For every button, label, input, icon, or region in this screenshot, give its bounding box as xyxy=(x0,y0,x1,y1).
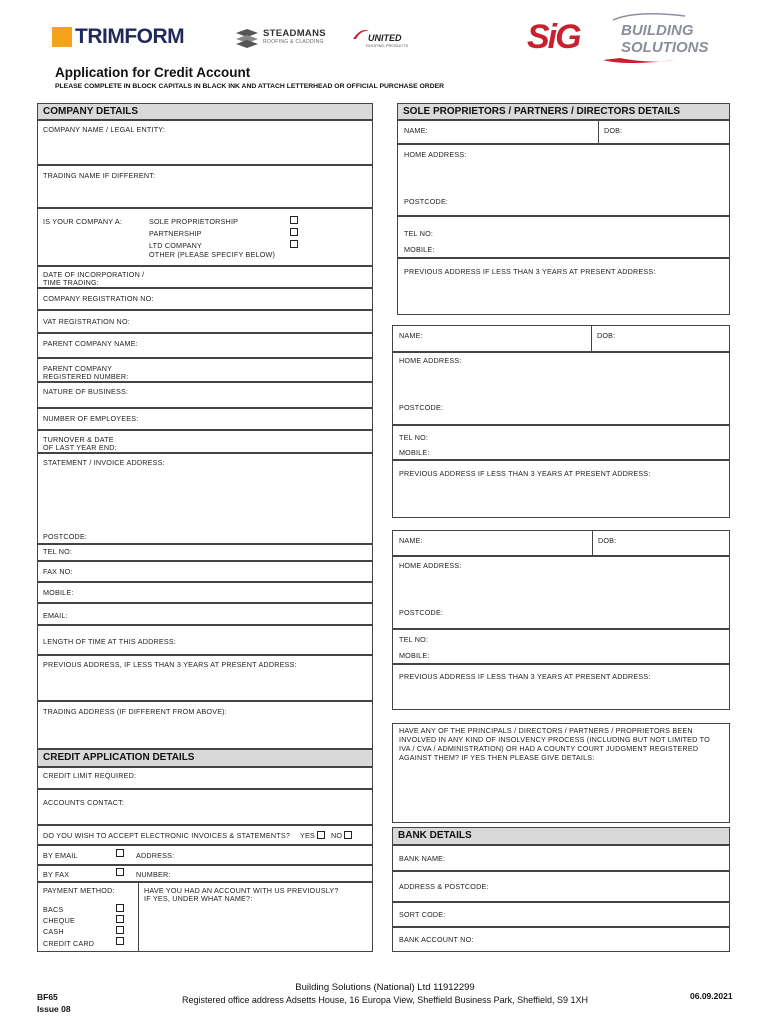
cheque-checkbox[interactable] xyxy=(116,915,124,923)
bank-address-field[interactable] xyxy=(392,871,730,902)
director-3-prev-address-field[interactable] xyxy=(392,664,730,710)
steadmans-logo-text: STEADMANS xyxy=(263,28,326,39)
bank-address-label: ADDRESS & POSTCODE: xyxy=(399,882,489,891)
email-address-label: ADDRESS: xyxy=(136,851,175,860)
insolvency-label-line2: INVOLVED IN ANY KIND OF INSOLVENCY PROCESS (INCLUDING BUT NOT LIMITED TO xyxy=(399,735,710,744)
nature-of-business-field[interactable] xyxy=(37,382,373,408)
insolvency-label-line3: IVA / CVA / ADMINISTRATION) OR HAD A COUNTY COURT JUDGMENT REGISTERED xyxy=(399,744,699,753)
statement-address-field[interactable] xyxy=(37,453,373,544)
director-2-dob-label[interactable]: DOB: xyxy=(597,331,616,340)
director-1-name-divider xyxy=(598,121,599,143)
director-2-name-label[interactable]: NAME: xyxy=(399,331,423,340)
company-reg-no-label: COMPANY REGISTRATION NO: xyxy=(43,294,154,303)
footer-company-line: Building Solutions (National) Ltd 11912299 xyxy=(295,982,475,993)
payment-method-label: PAYMENT METHOD: xyxy=(43,886,115,895)
vat-reg-no-label: VAT REGISTRATION NO: xyxy=(43,317,130,326)
insolvency-details-field[interactable] xyxy=(392,723,730,823)
company-tel-field[interactable] xyxy=(37,544,373,561)
company-prev-address-field[interactable] xyxy=(37,655,373,701)
form-title: Application for Credit Account xyxy=(55,65,251,80)
turnover-field[interactable] xyxy=(37,430,373,453)
company-name-label: COMPANY NAME / LEGAL ENTITY: xyxy=(43,125,166,134)
form-code: BF65 xyxy=(37,992,58,1002)
electronic-no-label: NO xyxy=(331,831,343,840)
director-2-prev-address-field[interactable] xyxy=(392,460,730,518)
director-1-prev-label: PREVIOUS ADDRESS IF LESS THAN 3 YEARS AT PRESENT ADDRESS: xyxy=(404,267,656,276)
payment-method-section xyxy=(37,882,373,952)
director-2-home-label: HOME ADDRESS: xyxy=(399,356,462,365)
parent-company-name-field[interactable] xyxy=(37,333,373,358)
cheque-label: CHEQUE xyxy=(43,916,75,925)
credit-limit-label: CREDIT LIMIT REQUIRED: xyxy=(43,771,137,780)
by-email-row xyxy=(37,845,373,865)
bacs-checkbox[interactable] xyxy=(116,904,124,912)
company-prev-address-label: PREVIOUS ADDRESS, IF LESS THAN 3 YEARS AT PRESENT ADDRESS: xyxy=(43,660,297,669)
united-logo xyxy=(352,27,414,49)
trimform-logo xyxy=(52,26,184,48)
ltd-company-label: LTD COMPANY xyxy=(149,241,203,250)
parent-reg-no-field[interactable] xyxy=(37,358,373,382)
statement-address-label: STATEMENT / INVOICE ADDRESS: xyxy=(43,458,165,467)
electronic-invoices-label: DO YOU WISH TO ACCEPT ELECTRONIC INVOICES & STATEMENTS? xyxy=(43,831,291,840)
director-1-contact-field[interactable] xyxy=(397,216,730,258)
sort-code-label: SORT CODE: xyxy=(399,910,446,919)
director-1-name-label[interactable]: NAME: xyxy=(404,126,428,135)
director-1-name-row xyxy=(397,120,730,144)
director-3-dob-label[interactable]: DOB: xyxy=(598,536,617,545)
director-1-prev-address-field[interactable] xyxy=(397,258,730,315)
by-fax-label: BY FAX xyxy=(43,870,70,879)
director-1-tel-label: TEL NO: xyxy=(404,229,434,238)
footer-date: 06.09.2021 xyxy=(690,991,733,1001)
previous-account-label-line1: HAVE YOU HAD AN ACCOUNT WITH US PREVIOUSLY? xyxy=(144,886,339,895)
director-2-mobile-label: MOBILE: xyxy=(399,448,430,457)
cash-label: CASH xyxy=(43,927,64,936)
employees-field[interactable] xyxy=(37,408,373,430)
bacs-label: BACS xyxy=(43,905,64,914)
company-type-label: IS YOUR COMPANY A: xyxy=(43,217,123,226)
company-tel-label: TEL NO: xyxy=(43,547,73,556)
director-2-name-divider xyxy=(591,326,592,351)
company-reg-no-field[interactable] xyxy=(37,288,373,310)
company-type-section xyxy=(37,208,373,266)
partnership-checkbox[interactable] xyxy=(290,228,298,236)
by-fax-checkbox[interactable] xyxy=(116,868,124,876)
bank-account-field[interactable] xyxy=(392,927,730,952)
company-mobile-field[interactable] xyxy=(37,582,373,603)
credit-limit-field[interactable] xyxy=(37,767,373,789)
turnover-label-line1: TURNOVER & DATE xyxy=(43,435,114,444)
sig-logo-text: SiG xyxy=(527,18,580,56)
previous-account-label-line2: IF YES, UNDER WHAT NAME?: xyxy=(144,894,253,903)
length-at-address-field[interactable] xyxy=(37,625,373,655)
bank-account-label: BANK ACCOUNT NO: xyxy=(399,935,474,944)
sig-building-solutions-logo xyxy=(525,12,725,66)
parent-reg-label-line2: REGISTERED NUMBER: xyxy=(43,372,129,381)
nature-of-business-label: NATURE OF BUSINESS: xyxy=(43,387,129,396)
insolvency-label-line4: AGAINST THEM? IF YES THEN PLEASE GIVE DETAILS: xyxy=(399,753,595,762)
by-fax-row xyxy=(37,865,373,882)
turnover-label-line2: OF LAST YEAR END: xyxy=(43,443,117,452)
director-1-home-label: HOME ADDRESS: xyxy=(404,150,467,159)
director-3-prev-label: PREVIOUS ADDRESS IF LESS THAN 3 YEARS AT PRESENT ADDRESS: xyxy=(399,672,651,681)
incorporation-label-line1: DATE OF INCORPORATION / xyxy=(43,270,145,279)
director-3-postcode-label: POSTCODE: xyxy=(399,608,444,617)
sort-code-field[interactable] xyxy=(392,902,730,927)
cash-checkbox[interactable] xyxy=(116,926,124,934)
director-3-name-label[interactable]: NAME: xyxy=(399,536,423,545)
company-fax-label: FAX NO: xyxy=(43,567,73,576)
form-issue: Issue 08 xyxy=(37,1004,71,1014)
length-at-address-label: LENGTH OF TIME AT THIS ADDRESS: xyxy=(43,637,177,646)
director-1-dob-label[interactable]: DOB: xyxy=(604,126,623,135)
insolvency-label-line1: HAVE ANY OF THE PRINCIPALS / DIRECTORS / PARTNERS / PROPRIETORS BEEN xyxy=(399,726,693,735)
company-fax-field[interactable] xyxy=(37,561,373,582)
director-2-contact-field[interactable] xyxy=(392,425,730,460)
fax-number-label: NUMBER: xyxy=(136,870,171,879)
director-1-home-address-field[interactable] xyxy=(397,144,730,216)
director-2-tel-label: TEL NO: xyxy=(399,433,429,442)
electronic-invoices-row xyxy=(37,825,373,845)
director-3-mobile-label: MOBILE: xyxy=(399,651,430,660)
parent-company-name-label: PARENT COMPANY NAME: xyxy=(43,339,138,348)
accounts-contact-field[interactable] xyxy=(37,789,373,825)
director-1-postcode-label: POSTCODE: xyxy=(404,197,449,206)
trading-name-field[interactable] xyxy=(37,165,373,208)
sig-solutions-text: SOLUTIONS xyxy=(621,39,709,56)
director-2-prev-label: PREVIOUS ADDRESS IF LESS THAN 3 YEARS AT PRESENT ADDRESS: xyxy=(399,469,651,478)
accounts-contact-label: ACCOUNTS CONTACT: xyxy=(43,798,125,807)
steadmans-logo-subtext: ROOFING & CLADDING xyxy=(263,39,324,45)
parent-reg-label-line1: PARENT COMPANY xyxy=(43,364,113,373)
statement-postcode-label: POSTCODE: xyxy=(43,532,88,541)
bank-name-label: BANK NAME: xyxy=(399,854,446,863)
directors-header: SOLE PROPRIETORS / PARTNERS / DIRECTORS DETAILS xyxy=(397,103,730,120)
director-2-home-address-field[interactable] xyxy=(392,352,730,425)
trading-address-field[interactable] xyxy=(37,701,373,749)
company-email-label: EMAIL: xyxy=(43,611,68,620)
sig-building-text: BUILDING xyxy=(621,22,694,39)
electronic-yes-label: YES xyxy=(300,831,315,840)
director-1-mobile-label: MOBILE: xyxy=(404,245,435,254)
credit-card-checkbox[interactable] xyxy=(116,937,124,945)
credit-card-label: CREDIT CARD xyxy=(43,939,95,948)
united-logo-subtext: ROOFING PRODUCTS xyxy=(366,43,409,48)
credit-details-header: CREDIT APPLICATION DETAILS xyxy=(37,749,373,767)
company-name-field[interactable] xyxy=(37,120,373,165)
united-logo-text: UNITED xyxy=(368,33,402,43)
director-3-name-row xyxy=(392,530,730,556)
payment-divider xyxy=(138,883,139,951)
incorporation-date-field[interactable] xyxy=(37,266,373,288)
company-email-field[interactable] xyxy=(37,603,373,625)
company-mobile-label: MOBILE: xyxy=(43,588,74,597)
steadmans-mark-icon xyxy=(234,28,260,48)
by-email-label: BY EMAIL xyxy=(43,851,78,860)
ltd-company-checkbox[interactable] xyxy=(290,240,298,248)
employees-label: NUMBER OF EMPLOYEES: xyxy=(43,414,139,423)
trading-name-label: TRADING NAME IF DIFFERENT: xyxy=(43,171,156,180)
form-subtitle: PLEASE COMPLETE IN BLOCK CAPITALS IN BLACK INK AND ATTACH LETTERHEAD OR OFFICIAL PURCHASE ORDER xyxy=(55,83,445,90)
partnership-label: PARTNERSHIP xyxy=(149,229,202,238)
director-3-home-label: HOME ADDRESS: xyxy=(399,561,462,570)
steadmans-logo xyxy=(234,27,344,49)
director-3-tel-label: TEL NO: xyxy=(399,635,429,644)
footer-address-line: Registered office address Adsetts House, 16 Europa View, Sheffield Business Park, Sheffield, S9 1XH xyxy=(181,995,589,1005)
incorporation-label-line2: TIME TRADING: xyxy=(43,278,99,287)
director-2-postcode-label: POSTCODE: xyxy=(399,403,444,412)
company-details-header: COMPANY DETAILS xyxy=(37,103,373,120)
director-3-home-address-field[interactable] xyxy=(392,556,730,629)
bank-details-header: BANK DETAILS xyxy=(392,827,730,845)
vat-reg-no-field[interactable] xyxy=(37,310,373,333)
by-email-checkbox[interactable] xyxy=(116,849,124,857)
sole-proprietorship-checkbox[interactable] xyxy=(290,216,298,224)
electronic-no-checkbox[interactable] xyxy=(344,831,352,839)
director-3-name-divider xyxy=(592,531,593,555)
director-3-contact-field[interactable] xyxy=(392,629,730,664)
electronic-yes-checkbox[interactable] xyxy=(317,831,325,839)
other-company-label: OTHER (PLEASE SPECIFY BELOW) xyxy=(149,250,276,259)
trimform-square-icon xyxy=(52,27,72,47)
director-2-name-row xyxy=(392,325,730,352)
sole-proprietorship-label: SOLE PROPRIETORSHIP xyxy=(149,217,239,226)
trimform-logo-text: TRIMFORM xyxy=(75,25,185,48)
bank-name-field[interactable] xyxy=(392,845,730,871)
trading-address-label: TRADING ADDRESS (IF DIFFERENT FROM ABOVE): xyxy=(43,707,227,716)
